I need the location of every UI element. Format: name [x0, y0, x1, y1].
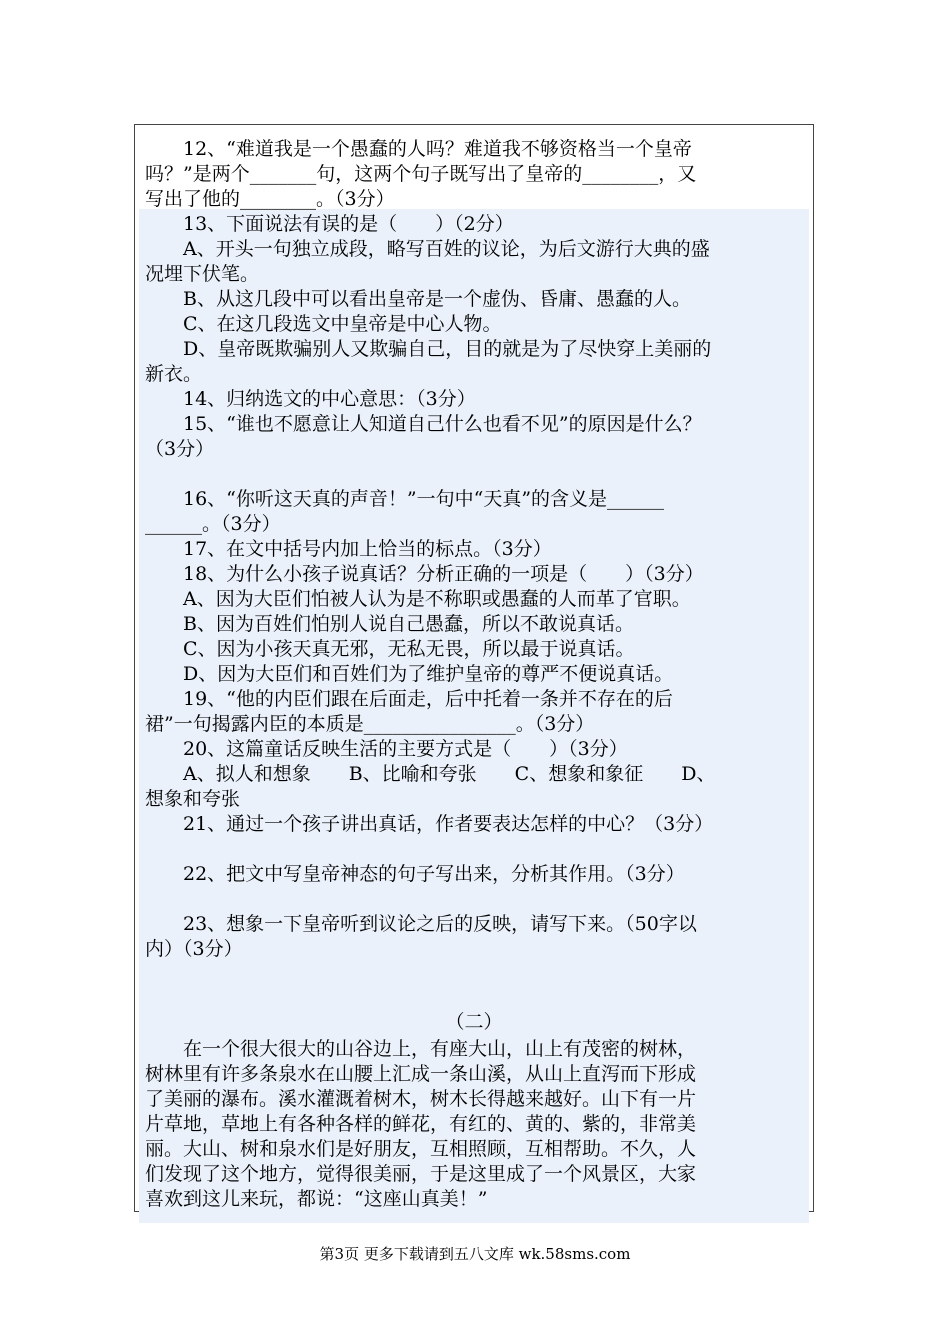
- text-line: 树林里有许多条泉水在山腰上汇成一条山溪，从山上直泻而下形成: [145, 1063, 697, 1085]
- text-line: 写出了他的________。（3分）: [145, 188, 395, 210]
- text-line: 况埋下伏笔。: [145, 263, 260, 285]
- text-line: 了美丽的瀑布。溪水灌溉着树木，树木长得越来越好。山下有一片: [145, 1088, 697, 1110]
- text-line: 吗？”是两个_______句，这两个句子既写出了皇帝的________，又: [145, 163, 697, 185]
- section-heading: （二）: [445, 1011, 503, 1033]
- text-line: 12、“难道我是一个愚蠢的人吗？难道我不够资格当一个皇帝: [183, 138, 692, 160]
- text-line: 喜欢到这儿来玩，都说：“这座山真美！”: [145, 1188, 488, 1210]
- text-line: 16、“你听这天真的声音！”一句中“天真”的含义是______: [183, 488, 665, 510]
- text-line: A、开头一句独立成段，略写百姓的议论，为后文游行大典的盛: [183, 238, 710, 260]
- text-line: 23、想象一下皇帝听到议论之后的反映，请写下来。（50字以: [183, 913, 697, 935]
- text-line: 想象和夸张: [145, 788, 241, 810]
- text-line: 片草地，草地上有各种各样的鲜花，有红的、黄的、紫的，非常美: [145, 1113, 697, 1135]
- text-line: C、在这几段选文中皇帝是中心人物。: [183, 313, 502, 335]
- question-box: [134, 124, 814, 1212]
- text-line: 20、这篇童话反映生活的主要方式是（ ）（3分）: [183, 738, 628, 760]
- text-line: 17、在文中括号内加上恰当的标点。（3分）: [183, 538, 552, 560]
- text-line: 21、通过一个孩子讲出真话，作者要表达怎样的中心？（3分）: [183, 813, 714, 835]
- text-line: 22、把文中写皇帝神态的句子写出来，分析其作用。（3分）: [183, 863, 685, 885]
- text-line: D、因为大臣们和百姓们为了维护皇帝的尊严不便说真话。: [183, 663, 674, 685]
- text-line: 18、为什么小孩子说真话？分析正确的一项是（ ）（3分）: [183, 563, 704, 585]
- text-line: 内）（3分）: [145, 938, 243, 960]
- text-line: ______。（3分）: [145, 513, 281, 535]
- text-line: D、皇帝既欺骗别人又欺骗自己，目的就是为了尽快穿上美丽的: [183, 338, 712, 360]
- page-footer: 第3页 更多下载请到五八文库 wk.58sms.com: [319, 1245, 631, 1263]
- text-line: 14、归纳选文的中心意思：（3分）: [183, 388, 476, 410]
- text-line: B、从这几段中可以看出皇帝是一个虚伪、昏庸、愚蠢的人。: [183, 288, 691, 310]
- text-line: 19、“他的内臣们跟在后面走，后中托着一条并不存在的后: [183, 688, 673, 710]
- text-line: 15、“谁也不愿意让人知道自己什么也看不见”的原因是什么？: [183, 413, 702, 435]
- text-line: （3分）: [145, 438, 215, 460]
- text-line: 13、下面说法有误的是（ ）（2分）: [183, 213, 514, 235]
- text-line: 在一个很大很大的山谷边上，有座大山，山上有茂密的树林，: [183, 1038, 697, 1060]
- text-line: B、因为百姓们怕别人说自己愚蠢，所以不敢说真话。: [183, 613, 634, 635]
- text-line: A、因为大臣们怕被人认为是不称职或愚蠢的人而革了官职。: [183, 588, 691, 610]
- text-line: 新衣。: [145, 363, 203, 385]
- text-line: 丽。大山、树和泉水们是好朋友，互相照顾，互相帮助。不久，人: [145, 1138, 697, 1160]
- text-line: A、拟人和想象 B、比喻和夸张 C、想象和象征 D、: [183, 763, 716, 785]
- text-line: 裙”一句揭露内臣的本质是________________。（3分）: [145, 713, 595, 735]
- text-line: 们发现了这个地方，觉得很美丽，于是这里成了一个风景区，大家: [145, 1163, 697, 1185]
- text-line: C、因为小孩天真无邪，无私无畏，所以最于说真话。: [183, 638, 635, 660]
